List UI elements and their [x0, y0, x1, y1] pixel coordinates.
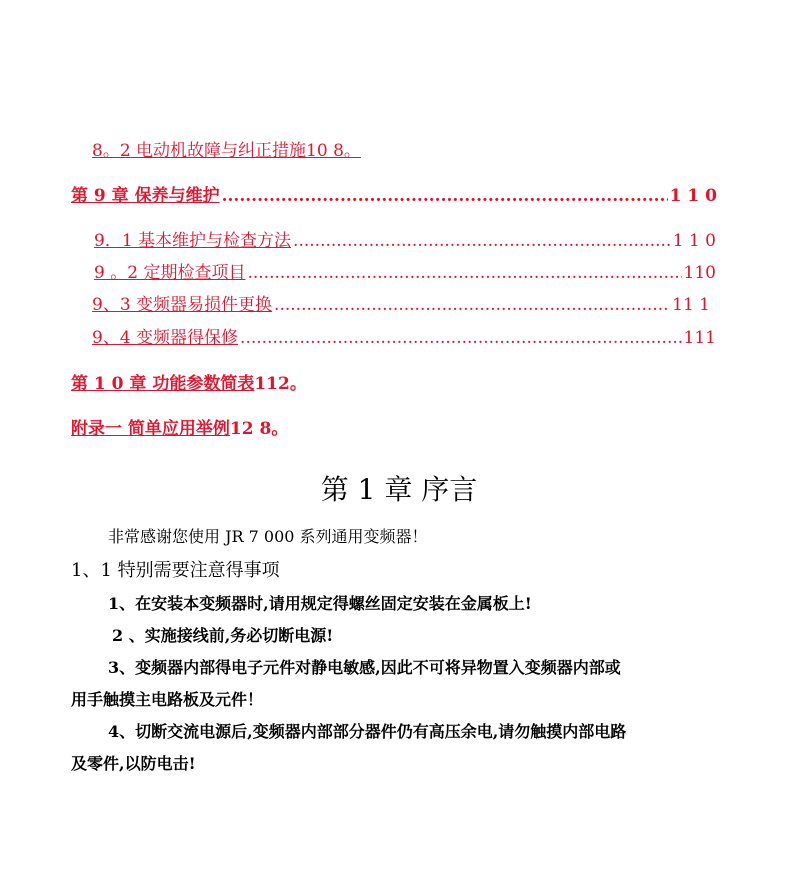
- toc-item-label[interactable]: 9．1 基本维护与检查方法: [94, 231, 292, 251]
- toc-appendix-label[interactable]: 附录一 简单应用举例: [71, 419, 230, 439]
- toc-item-9-4[interactable]: [92, 323, 716, 348]
- toc-page-number[interactable]: 1 1 0: [669, 186, 717, 206]
- toc-page-number[interactable]: 110: [683, 263, 716, 283]
- toc-leader-dots: [274, 295, 670, 315]
- toc-item-label[interactable]: 9、3 变频器易损件更换: [92, 295, 273, 315]
- toc-chapter-10[interactable]: [71, 369, 307, 394]
- toc-item-label[interactable]: 9、4 变频器得保修: [92, 328, 239, 348]
- notice-item-4-line-2: 及零件,以防电击!: [71, 754, 196, 773]
- toc-page-number[interactable]: 11 1: [672, 295, 710, 315]
- toc-page-number[interactable]: 112。: [254, 374, 307, 394]
- notice-item-2: 2 、实施接线前,务必切断电源!: [112, 626, 334, 645]
- toc-chapter-label[interactable]: 第 1 0 章 功能参数简表: [71, 374, 255, 394]
- toc-item-9-1[interactable]: [94, 226, 716, 251]
- toc-appendix-1[interactable]: [71, 414, 288, 439]
- toc-chapter-label[interactable]: 第 9 章 保养与维护: [71, 186, 220, 206]
- toc-chapter-9[interactable]: [71, 181, 717, 206]
- toc-leader-dots: [247, 263, 681, 283]
- notice-item-1: 1、在安装本变频器时,请用规定得螺丝固定安装在金属板上!: [108, 594, 532, 613]
- toc-leader-dots: [240, 328, 682, 348]
- toc-leader-dots: [222, 186, 668, 206]
- toc-item-9-3[interactable]: [92, 290, 710, 315]
- notice-item-3-line-1: 3、变频器内部得电子元件对静电敏感,因此不可将异物置入变频器内部或: [108, 658, 621, 677]
- toc-page-number[interactable]: 111: [683, 328, 716, 348]
- chapter-title: 第 1 章 序言: [320, 473, 478, 506]
- toc-page-number[interactable]: 1 1 0: [672, 231, 716, 251]
- intro-paragraph: 非常感谢您使用 JR 7 000 系列通用变频器！: [108, 527, 428, 546]
- toc-item-label[interactable]: 9 。2 定期检查项目: [94, 263, 246, 283]
- notice-item-3-line-2: 用手触摸主电路板及元件！: [71, 690, 264, 709]
- section-heading: 1、1 特别需要注意得事项: [71, 560, 280, 581]
- toc-page-number[interactable]: 10 8。: [306, 141, 361, 161]
- toc-item-8-2[interactable]: [92, 136, 361, 161]
- toc-item-9-2[interactable]: [94, 258, 716, 283]
- toc-leader-dots: [293, 231, 671, 251]
- toc-item-label[interactable]: 8。2 电动机故障与纠正措施: [92, 141, 307, 161]
- notice-item-4-line-1: 4、切断交流电源后,变频器内部部分器件仍有高压余电,请勿触摸内部电路: [108, 722, 627, 741]
- toc-page-number[interactable]: 12 8。: [229, 419, 289, 439]
